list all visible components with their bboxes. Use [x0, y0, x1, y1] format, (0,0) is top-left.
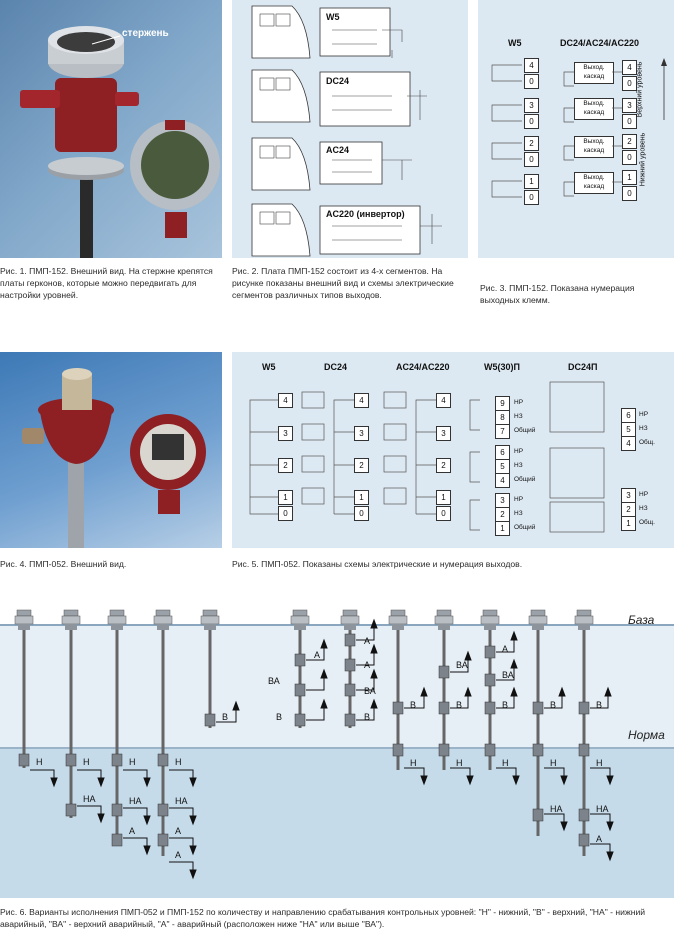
fig4-photo: [0, 352, 222, 548]
lvl-v: В: [364, 712, 371, 722]
lvl-a: А: [502, 644, 509, 654]
fig5-ac-3: 3: [436, 426, 451, 441]
fig5-ac-0: 0: [436, 506, 451, 521]
fig5-rel-7: 7: [495, 424, 510, 439]
fig3-dc-3: 3: [622, 98, 637, 113]
fig3-dc-4: 4: [622, 60, 637, 75]
fig2-caption: Рис. 2. Плата ПМП-152 состоит из 4-х сегментов. На рисунке показаны внешний вид и схемы электрические сегментов различных типов выходов.: [232, 266, 454, 300]
fig5-dc24-3: 3: [354, 426, 369, 441]
fig3-dc-0c: 0: [622, 150, 637, 165]
fig6-norma-label: Норма: [628, 728, 665, 742]
fig3-cascade-3: Выход. каскад: [574, 136, 614, 158]
lvl-n: Н: [456, 758, 463, 768]
lvl-na: НА: [83, 794, 96, 804]
lvl-a: А: [364, 636, 371, 646]
lvl-n: Н: [129, 757, 136, 767]
lvl-n: Н: [36, 757, 43, 767]
fig3-w5-0c: 0: [524, 152, 539, 167]
fig3-dc-0a: 0: [622, 76, 637, 91]
fig5-rel-2: 2: [495, 507, 510, 522]
fig5-dc24-0: 0: [354, 506, 369, 521]
fig5-dcp-1: 1: [621, 516, 636, 531]
fig5-dcp-3: 3: [621, 488, 636, 503]
fig5-w5-0: 0: [278, 506, 293, 521]
fig5-head-w5: W5: [262, 362, 276, 372]
fig5-head-w530: W5(30)П: [484, 362, 520, 372]
fig5-dc24-2: 2: [354, 458, 369, 473]
fig5-rel-4: 4: [495, 473, 510, 488]
fig2-seg-dc24: DC24: [326, 76, 350, 86]
fig5-w5-1: 1: [278, 490, 293, 505]
lvl-v: В: [596, 700, 603, 710]
fig5-w5-2: 2: [278, 458, 293, 473]
lvl-a: А: [314, 650, 321, 660]
fig2-seg-w5: W5: [326, 12, 340, 22]
fig3-w5-4: 4: [524, 58, 539, 73]
fig5-head-ac: AC24/AC220: [396, 362, 450, 372]
fig3-w5-2: 2: [524, 136, 539, 151]
lvl-na: НА: [129, 796, 142, 806]
fig5-rel-7-label: Общий: [514, 427, 536, 434]
fig5-caption: Рис. 5. ПМП-052. Показаны схемы электрические и нумерация выходов.: [232, 559, 523, 569]
lvl-na: НА: [175, 796, 188, 806]
fig5-dcp-3-label: НР: [639, 491, 649, 498]
fig5-rel-3: 3: [495, 493, 510, 508]
lvl-n: Н: [502, 758, 509, 768]
fig5-dcp-5-label: НЗ: [639, 425, 648, 432]
lvl-a: А: [129, 826, 136, 836]
fig5-dc24-4: 4: [354, 393, 369, 408]
lvl-v: В: [550, 700, 557, 710]
fig5-dcp-6: 6: [621, 408, 636, 423]
lvl-va: ВА: [364, 686, 376, 696]
lvl-a: А: [175, 850, 182, 860]
fig5-rel-3-label: НР: [514, 496, 524, 503]
fig5-ac-1: 1: [436, 490, 451, 505]
lvl-a: А: [364, 660, 371, 670]
lvl-va: ВА: [502, 670, 514, 680]
fig5-dc24-1: 1: [354, 490, 369, 505]
fig1-caption: Рис. 1. ПМП-152. Внешний вид. На стержне крепятся платы герконов, которые можно передвигать для настройки уровней.: [0, 266, 213, 300]
fig1-photo: [0, 0, 222, 258]
rod-label: стержень: [122, 28, 169, 39]
fig3-w5-1: 1: [524, 174, 539, 189]
fig5-rel-1-label: Общий: [514, 524, 536, 531]
fig3-w5-0d: 0: [524, 190, 539, 205]
fig5-dcp-4-label: Общ.: [639, 439, 655, 446]
fig5-rel-8: 8: [495, 410, 510, 425]
fig5-rel-9-label: НР: [514, 399, 524, 406]
lvl-n: Н: [596, 758, 603, 768]
fig5-rel-8-label: НЗ: [514, 413, 523, 420]
fig5-rel-9: 9: [495, 396, 510, 411]
fig6-baza-label: База: [628, 613, 655, 627]
fig3-w5-0a: 0: [524, 74, 539, 89]
lvl-na: НА: [550, 804, 563, 814]
lvl-a: А: [596, 834, 603, 844]
fig2-drawing: [232, 0, 468, 258]
fig3-dc-1: 1: [622, 170, 637, 185]
fig3-axis-high: Верхний уровень: [636, 61, 644, 118]
fig3-axis-low: Нижний уровень: [639, 132, 647, 187]
fig5-rel-6: 6: [495, 445, 510, 460]
lvl-n: Н: [83, 757, 90, 767]
fig6-caption: Рис. 6. Варианты исполнения ПМП-052 и ПМП-152 по количеству и направлению срабатывания контрольных уровней: "Н" - нижний, "В" - верхний, "НА" - нижний аварийный, "ВА" - верхний аварийный, "А" - аварийный (расположен ниже "НА" или выше "ВА").: [0, 907, 646, 929]
fig5-dcp-2: 2: [621, 502, 636, 517]
fig5-dcp-4: 4: [621, 436, 636, 451]
lvl-va: ВА: [268, 676, 280, 686]
lvl-a: А: [175, 826, 182, 836]
fig5-rel-1: 1: [495, 521, 510, 536]
fig5-head-dc24: DC24: [324, 362, 348, 372]
fig5-w5-3: 3: [278, 426, 293, 441]
lvl-na: НА: [596, 804, 609, 814]
fig3-caption: Рис. 3. ПМП-152. Показана нумерация выходных клемм.: [480, 283, 635, 305]
lvl-n: Н: [410, 758, 417, 768]
fig3-wires: [478, 0, 674, 258]
fig3-dc-0d: 0: [622, 186, 637, 201]
fig5-rel-5: 5: [495, 459, 510, 474]
fig3-title-w5: W5: [508, 38, 522, 48]
fig3-dc-0b: 0: [622, 114, 637, 129]
lvl-v: В: [502, 700, 509, 710]
fig5-head-dc24p: DC24П: [568, 362, 598, 372]
fig5-dcp-5: 5: [621, 422, 636, 437]
lvl-v: В: [456, 700, 463, 710]
fig3-title-dc: DC24/AC24/AC220: [560, 38, 640, 48]
fig3-w5-3: 3: [524, 98, 539, 113]
fig5-ac-4: 4: [436, 393, 451, 408]
lvl-n: Н: [550, 758, 557, 768]
fig5-rel-5-label: НЗ: [514, 462, 523, 469]
fig2-seg-ac24: AC24: [326, 145, 350, 155]
lvl-v: В: [410, 700, 417, 710]
lvl-va: ВА: [456, 660, 468, 670]
fig3-cascade-1: Выход. каскад: [574, 62, 614, 84]
fig5-wiring: [232, 352, 674, 548]
lvl-v: В: [222, 712, 229, 722]
fig6-rods: [0, 600, 674, 900]
fig5-rel-6-label: НР: [514, 448, 524, 455]
fig5-dcp-6-label: НР: [639, 411, 649, 418]
fig5-ac-2: 2: [436, 458, 451, 473]
fig4-caption: Рис. 4. ПМП-052. Внешний вид.: [0, 559, 127, 569]
fig2-seg-ac220: AC220 (инвертор): [326, 209, 405, 219]
fig5-rel-4-label: Общий: [514, 476, 536, 483]
fig3-cascade-4: Выход. каскад: [574, 172, 614, 194]
fig5-dcp-1-label: Общ.: [639, 519, 655, 526]
fig3-w5-0b: 0: [524, 114, 539, 129]
fig5-dcp-2-label: НЗ: [639, 505, 648, 512]
fig3-cascade-2: Выход. каскад: [574, 98, 614, 120]
fig3-dc-2: 2: [622, 134, 637, 149]
fig5-rel-2-label: НЗ: [514, 510, 523, 517]
lvl-n: Н: [175, 757, 182, 767]
fig5-w5-4: 4: [278, 393, 293, 408]
lvl-v: В: [276, 712, 283, 722]
